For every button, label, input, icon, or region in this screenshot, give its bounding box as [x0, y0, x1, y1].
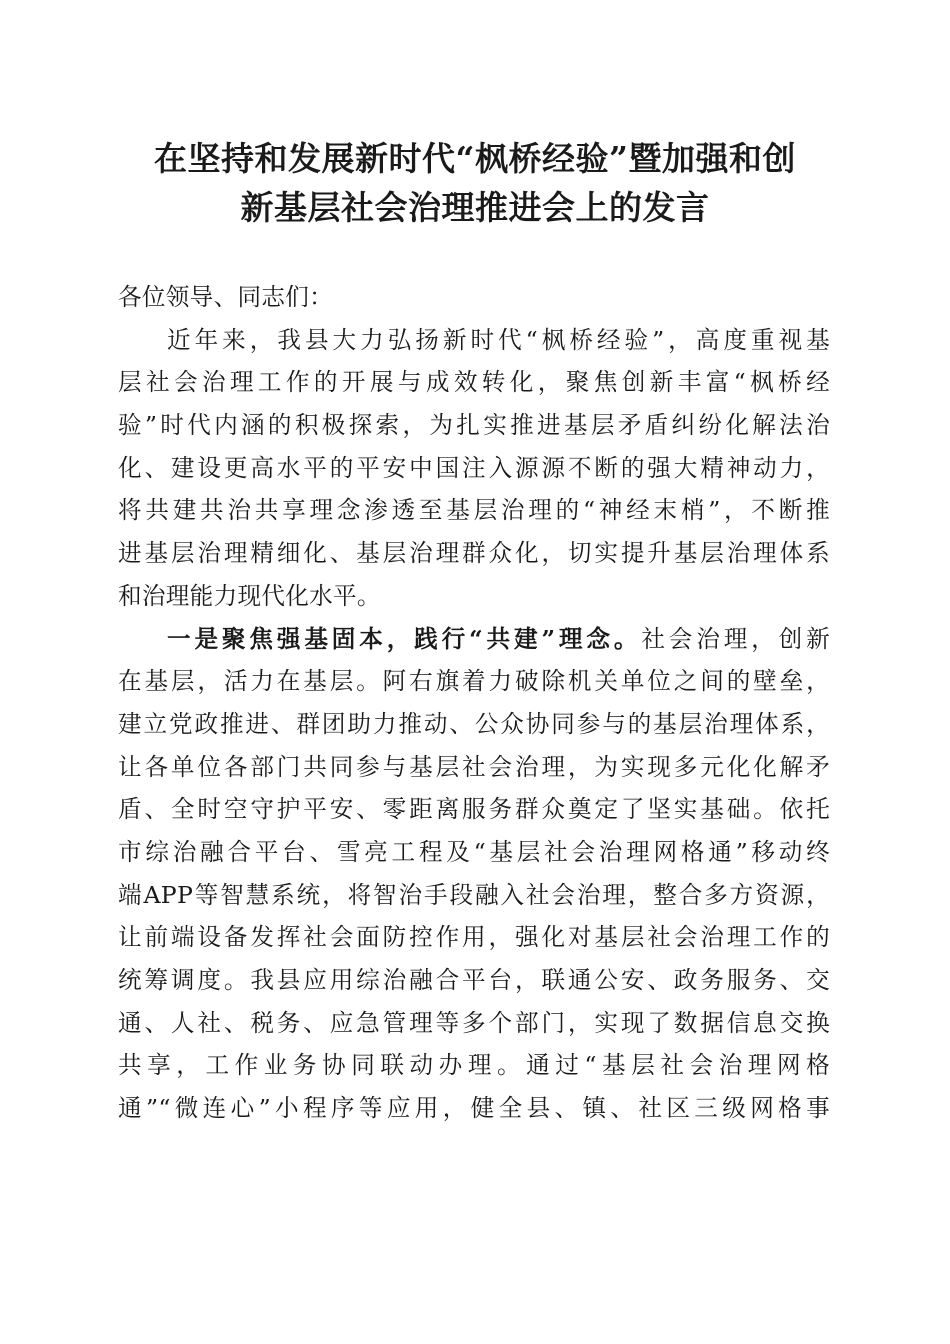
document-title — [100, 134, 850, 232]
paragraph-1-line: 进基层治理精细化、基层治理群众化，切实提升基层治理体系 — [118, 539, 830, 568]
paragraph-2-heading: 一是聚焦强基固本，践行“共建”理念。 — [167, 624, 642, 653]
paragraph-2-line: 端APP等智慧系统，将智治手段融入社会治理，整合多方资源， — [118, 880, 830, 909]
paragraph-2-line: 市综治融合平台、雪亮工程及“基层社会治理网格通”移动终 — [118, 837, 830, 866]
paragraph-1-line: 层社会治理工作的开展与成效转化，聚焦创新丰富“枫桥经 — [118, 368, 830, 397]
paragraph-1-line: 近年来，我县大力弘扬新时代“枫桥经验”，高度重视基 — [167, 325, 830, 354]
title-line-2: 新基层社会治理推进会上的发言 — [240, 188, 710, 227]
paragraph-2-line: 让前端设备发挥社会面防控作用，强化对基层社会治理工作的 — [118, 923, 830, 952]
paragraph-2-line: 让各单位各部门共同参与基层社会治理，为实现多元化化解矛 — [118, 752, 830, 781]
salutation: 各位领导、同志们： — [118, 283, 334, 311]
paragraph-2-first-line — [118, 618, 830, 661]
paragraph-1-line: 化、建设更高水平的平安中国注入源源不断的强大精神动力， — [118, 453, 830, 482]
paragraph-1-line: 将共建共治共享理念渗透至基层治理的“神经末梢”，不断推 — [118, 496, 830, 525]
paragraph-1-line: 和治理能力现代化水平。 — [118, 581, 381, 610]
paragraph-2-line: 通”“微连心”小程序等应用，健全县、镇、社区三级网格事 — [118, 1094, 830, 1123]
paragraph-2-line: 统筹调度。我县应用综治融合平台，联通公安、政务服务、交 — [118, 966, 830, 994]
paragraph-2-line: 共享，工作业务协同联动办理。通过“基层社会治理网格 — [118, 1051, 830, 1080]
paragraph-2-line: 盾、全时空守护平安、零距离服务群众奠定了坚实基础。依托 — [118, 795, 830, 824]
paragraph-2-line: 在基层，活力在基层。阿右旗着力破除机关单位之间的壁垒， — [118, 667, 830, 696]
paragraph-2-line: 建立党政推进、群团助力推动、公众协同参与的基层治理体系， — [118, 709, 830, 738]
document-body — [118, 276, 830, 1130]
paragraph-1-line: 验”时代内涵的积极探索，为扎实推进基层矛盾纠纷化解法治 — [118, 411, 830, 440]
paragraph-2-first-rest: 社会治理，创新 — [641, 624, 830, 653]
paragraph-2-line: 通、人社、税务、应急管理等多个部门，实现了数据信息交换 — [118, 1008, 830, 1037]
title-line-1: 在坚持和发展新时代“枫桥经验”暨加强和创 — [154, 139, 796, 178]
